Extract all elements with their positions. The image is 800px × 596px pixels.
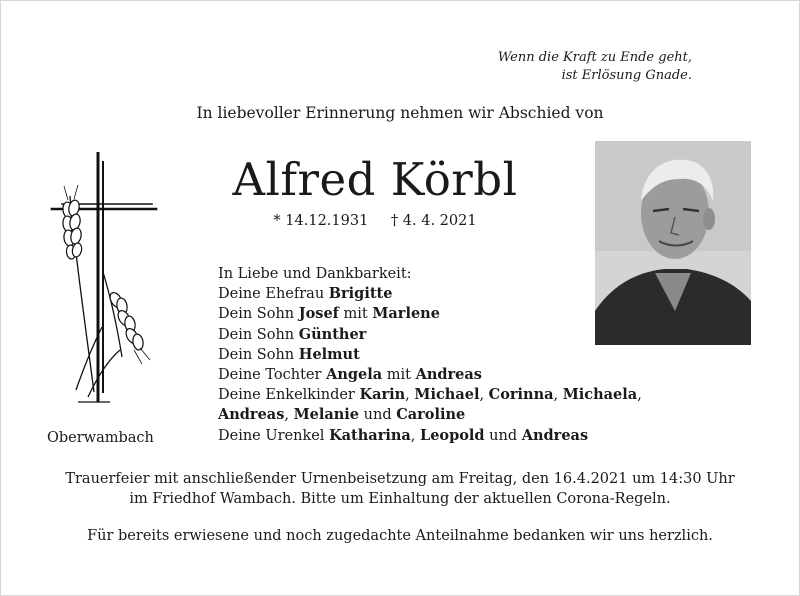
life-dates xyxy=(175,213,575,229)
motto xyxy=(452,49,692,85)
family-member-name: Karin xyxy=(359,386,406,404)
family-member-name: Michael xyxy=(414,386,480,404)
family-row xyxy=(218,405,642,425)
relation-label: Deine Urenkel xyxy=(218,427,330,444)
family-row xyxy=(218,385,642,405)
death-date: † 4. 4. 2021 xyxy=(390,213,477,229)
connector-text: und xyxy=(484,427,522,444)
relation-label: Dein Sohn xyxy=(218,346,299,363)
connector-text: mit xyxy=(338,306,373,323)
thanks-text: Für bereits erwiesene und noch zugedachte Anteilnahme bedanken wir uns herzlich. xyxy=(87,528,713,544)
family-row xyxy=(218,365,642,385)
family-member-name: Günther xyxy=(298,325,367,343)
family-member-name: Corinna xyxy=(488,386,554,404)
family-row xyxy=(218,426,642,446)
relation-label: Deine Ehefrau xyxy=(218,286,329,303)
ceremony-line-2: im Friedhof Wambach. Bitte um Einhaltung der aktuellen Corona-Regeln. xyxy=(129,491,671,507)
family-member-name: Andreas xyxy=(521,426,589,444)
relation-label: Dein Sohn xyxy=(218,326,299,343)
separator: , xyxy=(479,387,489,404)
family-member-name: Marlene xyxy=(372,305,440,323)
separator: , xyxy=(284,407,294,424)
separator: , xyxy=(637,387,642,404)
family-row xyxy=(218,284,642,304)
family-row xyxy=(218,304,642,324)
ceremony-line-1: Trauerfeier mit anschließender Urnenbeisetzung am Freitag, den 16.4.2021 um 14:30 Uhr xyxy=(65,471,735,487)
family-member-name: Angela xyxy=(326,366,383,384)
relation-label: Deine Tochter xyxy=(218,367,327,384)
family-row xyxy=(218,325,642,345)
place-name: Oberwambach xyxy=(47,430,154,446)
family-member-name: Michaela xyxy=(562,386,638,404)
connector-text: und xyxy=(359,407,397,424)
intro-text: In liebevoller Erinnerung nehmen wir Abschied von xyxy=(196,104,604,122)
family-member-name: Caroline xyxy=(396,406,466,424)
family-member-name: Josef xyxy=(298,305,339,323)
relation-label: Dein Sohn xyxy=(218,306,299,323)
family-list xyxy=(218,264,642,446)
motto-line-2: ist Erlösung Gnade. xyxy=(561,68,692,83)
family-member-name: Andreas xyxy=(415,366,482,384)
family-member-name: Helmut xyxy=(298,345,360,363)
cross-with-wheat-icon xyxy=(48,152,168,420)
family-member-name: Melanie xyxy=(293,406,360,424)
family-member-name: Katharina xyxy=(329,426,411,444)
separator: , xyxy=(405,387,415,404)
connector-text: mit xyxy=(382,367,416,384)
family-member-name: Andreas xyxy=(218,406,285,424)
family-row xyxy=(218,345,642,365)
relation-label: Deine Enkelkinder xyxy=(218,387,360,404)
separator: , xyxy=(410,427,420,444)
separator: , xyxy=(553,387,563,404)
family-heading: In Liebe und Dankbarkeit: xyxy=(218,266,412,282)
family-member-name: Leopold xyxy=(420,426,485,444)
family-member-name: Brigitte xyxy=(328,285,393,303)
motto-line-1: Wenn die Kraft zu Ende geht, xyxy=(497,50,692,65)
birth-date: * 14.12.1931 xyxy=(273,213,369,229)
ceremony-info xyxy=(0,469,800,509)
deceased-name: Alfred Körbl xyxy=(232,153,518,206)
